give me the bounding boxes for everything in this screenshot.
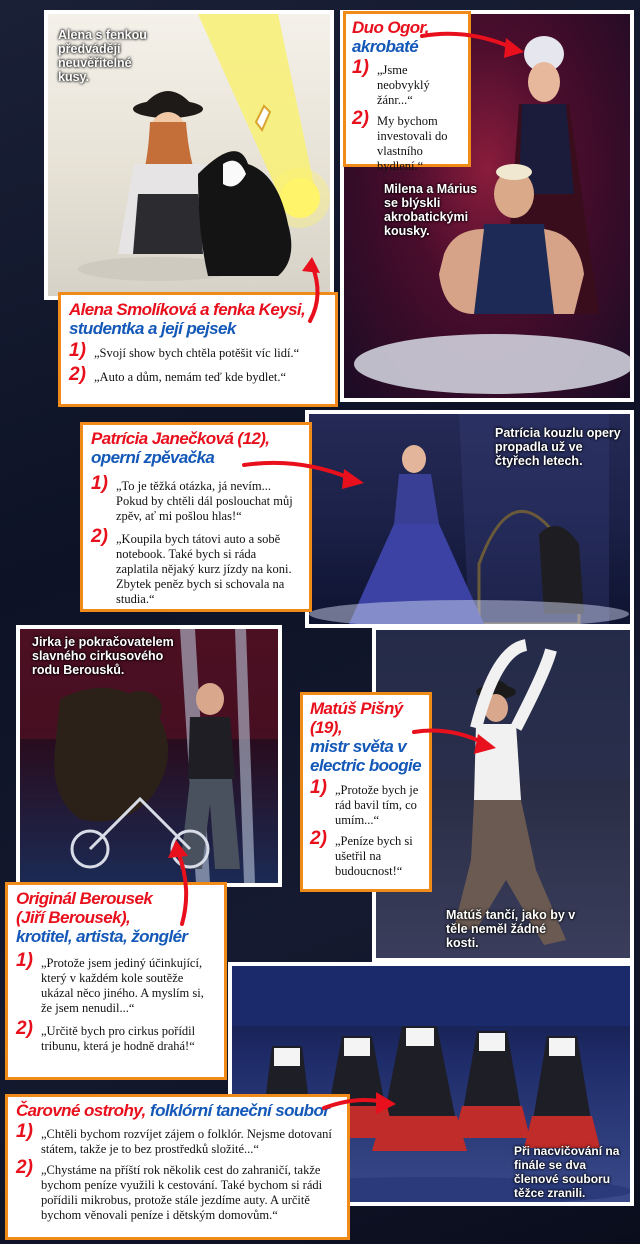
answer-1-matus bbox=[310, 777, 422, 828]
subtitle-alena: studentka a její pejsek bbox=[69, 319, 236, 338]
answer-text: „Koupila bych tátovi auto a sobě notebook. Také bych si ráda zaplatila nějaký kurz jízdy na koni. Zbytek peněz bych si schovala na studia.“ bbox=[116, 532, 292, 606]
title-row-carovne bbox=[16, 1101, 339, 1121]
subtitle-jirka: krotitel, artista, žonglér bbox=[16, 927, 188, 946]
number-1: 1) bbox=[352, 57, 369, 78]
answer-text: „Jsme neobvyklý žánr...“ bbox=[377, 63, 430, 107]
card-carovne bbox=[5, 1094, 350, 1240]
caption-jirka: Jirka je pokračovatelem slavného cirkusového rodu Berousků. bbox=[32, 635, 174, 677]
answer-text: „Auto a dům, nemám teď kde bydlet.“ bbox=[94, 370, 287, 384]
photo-patricia bbox=[305, 410, 634, 628]
arrow-patricia-icon bbox=[240, 455, 370, 495]
answer-1-duo bbox=[352, 57, 462, 108]
number-2: 2) bbox=[16, 1018, 33, 1039]
answer-text: „Chtěli bychom rozvíjet zájem o folklór. Nejsme dotovaní státem, takže je to bez prostředků složité...“ bbox=[41, 1127, 332, 1156]
answer-text: „Protože bych je rád bavil tím, co umím...“ bbox=[335, 783, 419, 827]
answer-1-jirka bbox=[16, 950, 216, 1016]
answer-text: „Protože jsem jediný účinkující, který v každém kole soutěže ukázal něco jiného. A myslím si, že jsem nenudil...“ bbox=[41, 956, 204, 1015]
answer-1-alena bbox=[69, 340, 327, 361]
number-2: 2) bbox=[91, 526, 108, 547]
number-1: 1) bbox=[16, 1121, 33, 1142]
caption-duo: Milena a Márius se blýskli akrobatickými kousky. bbox=[384, 182, 478, 238]
title-matus: Matúš Pišný (19), bbox=[310, 699, 403, 737]
answer-2-jirka bbox=[16, 1018, 216, 1054]
arrow-duo-icon bbox=[418, 28, 528, 68]
answer-text: „Chystáme na příští rok několik cest do zahraničí, takže bychom peníze využili k cestování. Také bychom si rádi pořídili mikrobus, protože stále jezdíme auty. A určitě bychom věnovali peníze i dětským domovům.“ bbox=[41, 1163, 323, 1222]
number-2: 2) bbox=[310, 828, 327, 849]
card-patricia bbox=[80, 422, 312, 612]
title-duo: Duo Ogor, bbox=[352, 18, 429, 37]
answer-2-patricia bbox=[91, 526, 301, 607]
answer-2-alena bbox=[69, 364, 327, 385]
answer-text: „Svojí show bych chtěla potěšit víc lidí.“ bbox=[94, 346, 300, 360]
answer-text: „Určitě bych pro cirkus pořídil tribunu, která je hodně drahá!“ bbox=[41, 1024, 196, 1053]
number-2: 2) bbox=[352, 108, 369, 129]
subtitle-duo: akrobaté bbox=[352, 37, 419, 56]
answer-2-matus bbox=[310, 828, 422, 879]
number-1: 1) bbox=[16, 950, 33, 971]
caption-matus: Matúš tančí, jako by v těle neměl žádné kosti. bbox=[446, 908, 576, 950]
arrow-carovne-icon bbox=[320, 1088, 400, 1128]
answer-2-duo bbox=[352, 108, 462, 174]
arrow-matus-icon bbox=[410, 722, 500, 762]
subtitle-patricia: operní zpěvačka bbox=[91, 448, 215, 467]
photo-jirka-and-bear bbox=[16, 625, 282, 887]
answer-1-carovne bbox=[16, 1121, 339, 1157]
number-1: 1) bbox=[91, 473, 108, 494]
arrow-jirka-icon bbox=[160, 838, 200, 928]
subtitle-carovne: folklórní taneční soubor bbox=[150, 1101, 330, 1120]
subtitle-matus: mistr světa v electric boogie bbox=[310, 737, 421, 775]
arrow-alena-icon bbox=[290, 255, 330, 325]
number-1: 1) bbox=[310, 777, 327, 798]
answer-2-carovne bbox=[16, 1157, 339, 1223]
title-carovne: Čarovné ostrohy, bbox=[16, 1101, 146, 1120]
caption-carovne: Při nacvičování na finále se dva členové souboru těžce zranili. bbox=[514, 1144, 620, 1200]
answer-text: „Peníze bych si ušetřil na budoucnost!“ bbox=[335, 834, 413, 878]
answer-text: „To je těžká otázka, já nevím... Pokud by chtěli dál poslouchat můj zpěv, ať mi pošlou hlas!“ bbox=[116, 479, 293, 523]
title-jirka: Originál Berousek (Jiří Berousek), bbox=[16, 889, 153, 927]
number-1: 1) bbox=[69, 340, 86, 361]
title-alena: Alena Smolíková a fenka Keysi, bbox=[69, 300, 306, 319]
number-2: 2) bbox=[16, 1157, 33, 1178]
number-2: 2) bbox=[69, 364, 86, 385]
title-patricia: Patrícia Janečková (12), bbox=[91, 429, 270, 448]
answer-text: My bychom investovali do vlastního bydlení.“ bbox=[377, 114, 448, 173]
caption-patricia: Patrícia kouzlu opery propadla už ve čtyřech letech. bbox=[495, 426, 621, 468]
caption-alena: Alena s fenkou předvádějí neuvěřitelné kusy. bbox=[58, 28, 147, 84]
